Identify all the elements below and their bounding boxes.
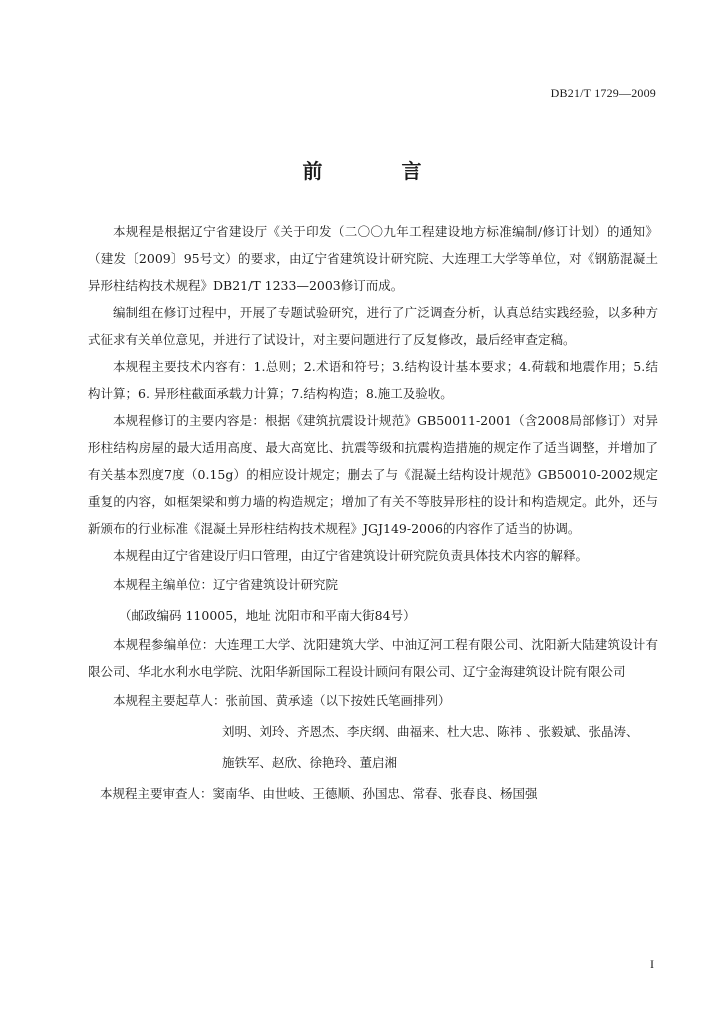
reviewers: 本规程主要审查人：窦南华、由世岐、王德顺、孙国忠、常春、张春良、杨国强 [100, 786, 538, 801]
paragraph-5: 本规程由辽宁省建设厅归口管理，由辽宁省建筑设计研究院负责具体技术内容的解释。 [113, 548, 589, 563]
drafters-line-2: 刘明、刘玲、齐恩杰、李庆纲、曲福来、杜大忠、陈祎 、张毅斌、张晶涛、 [222, 724, 639, 739]
chief-editor-unit: 本规程主编单位：辽宁省建筑设计研究院 [113, 577, 339, 592]
drafters-line-1: 本规程主要起草人：张前国、黄承逵（以下按姓氏笔画排列） [113, 693, 451, 708]
paragraph-4: 本规程修订的主要内容是：根据《建筑抗震设计规范》GB50011-2001（含2008局部修订）对异形柱结构房屋的最大适用高度、最大高宽比、抗震等级和抗震构造措施的规定作了适当调整，并增加了有关基本烈度7度（0.15g）的相应设计规定；删去了与《混凝土结构设计规范》GB50010-2002规定重复的内容，如框架梁和剪力墙的构造规定；增加了有关不等肢异形柱的设计和构造规定。此外，还与新颁布的行业标准《混凝土异形柱结构技术规程》JGJ149-2006的内容作了适当的协调。 [88, 413, 658, 536]
page-title: 前 言 [302, 159, 458, 183]
paragraph-1: 本规程是根据辽宁省建设厅《关于印发（二〇〇九年工程建设地方标准编制/修订计划）的通知》（建发〔2009〕95号文）的要求，由辽宁省建筑设计研究院、大连理工大学等单位，对《钢筋混凝土异形柱结构技术规程》DB21/T 1233—2003修订而成。 [88, 224, 658, 293]
drafters-line-3: 施铁军、赵欣、徐艳玲、董启湘 [222, 755, 398, 770]
page-number: I [650, 957, 654, 971]
document-code: DB21/T 1729—2009 [550, 86, 656, 100]
address: （邮政编码 110005，地址 沈阳市和平南大街84号） [119, 608, 416, 623]
preface-body [88, 218, 658, 809]
participating-units: 本规程参编单位：大连理工大学、沈阳建筑大学、中油辽河工程有限公司、沈阳新大陆建筑设计有限公司、华北水利水电学院、沈阳华新国际工程设计顾问有限公司、辽宁金海建筑设计院有限公司 [88, 637, 658, 679]
paragraph-3: 本规程主要技术内容有：1.总则；2.术语和符号；3.结构设计基本要求；4.荷载和地震作用；5.结构计算；6. 异形柱截面承载力计算；7.结构构造；8.施工及验收。 [88, 359, 658, 401]
paragraph-2: 编制组在修订过程中，开展了专题试验研究，进行了广泛调查分析，认真总结实践经验，以多种方式征求有关单位意见，并进行了试设计，对主要问题进行了反复修改，最后经审查定稿。 [88, 305, 658, 347]
